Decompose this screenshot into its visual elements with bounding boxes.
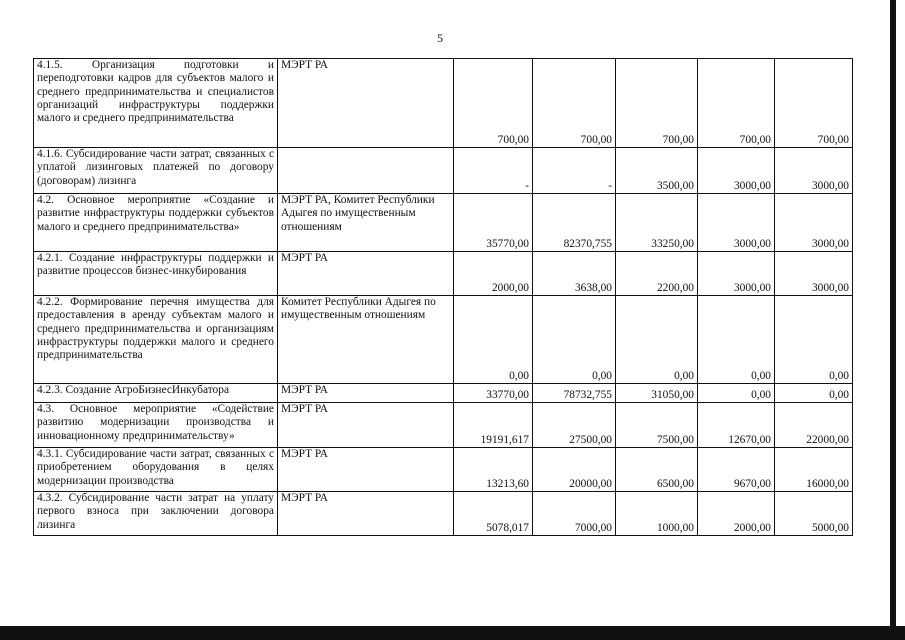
amount-cell: 9670,00 xyxy=(698,448,775,492)
measure-description: 4.2.2. Формирование перечня имущества для предоставления в аренду субъектам малого и среднего предпринимательства и организациям инфраструктуры поддержки малого и среднего предпринимательства xyxy=(34,296,278,384)
amount-cell: 31050,00 xyxy=(616,384,698,403)
table-row xyxy=(34,296,853,384)
amount-cell: 2000,00 xyxy=(698,492,775,536)
measure-description: 4.1.5. Организация подготовки и переподготовки кадров для субъектов малого и среднего предпринимательства и специалистов организаций инфраструктуры поддержки малого и среднего предпринимательства xyxy=(34,59,278,148)
amount-cell: 82370,755 xyxy=(533,194,616,252)
amount-cell: 0,00 xyxy=(616,296,698,384)
amount-cell: 700,00 xyxy=(533,59,616,148)
responsible-executor: МЭРТ РА xyxy=(278,252,454,296)
amount-cell: 0,00 xyxy=(698,296,775,384)
amount-cell: 33770,00 xyxy=(454,384,533,403)
amount-cell: 3000,00 xyxy=(698,148,775,194)
measure-description: 4.2. Основное мероприятие «Создание и развитие инфраструктуры поддержки субъектов малого и среднего предпринимательства» xyxy=(34,194,278,252)
amount-cell: 5078,017 xyxy=(454,492,533,536)
amount-cell: 2200,00 xyxy=(616,252,698,296)
amount-cell: 0,00 xyxy=(698,384,775,403)
table-row xyxy=(34,492,853,536)
amount-cell: 12670,00 xyxy=(698,403,775,448)
amount-cell: 3500,00 xyxy=(616,148,698,194)
amount-cell: 700,00 xyxy=(616,59,698,148)
amount-cell: 27500,00 xyxy=(533,403,616,448)
measure-description: 4.3.2. Субсидирование части затрат на уплату первого взноса при заключении договора лизинга xyxy=(34,492,278,536)
page-number: 5 xyxy=(437,31,443,45)
amount-cell: 20000,00 xyxy=(533,448,616,492)
amount-cell: 3000,00 xyxy=(775,148,853,194)
amount-cell: 7000,00 xyxy=(533,492,616,536)
amount-cell: - xyxy=(454,148,533,194)
table-row xyxy=(34,252,853,296)
amount-cell: - xyxy=(533,148,616,194)
amount-cell: 0,00 xyxy=(775,296,853,384)
table-row xyxy=(34,448,853,492)
table-row xyxy=(34,148,853,194)
amount-cell: 0,00 xyxy=(775,384,853,403)
table-row xyxy=(34,384,853,403)
responsible-executor: МЭРТ РА xyxy=(278,384,454,403)
table-row xyxy=(34,403,853,448)
scan-edge-right xyxy=(890,0,896,632)
measure-description: 4.3.1. Субсидирование части затрат, связанных с приобретением оборудования в целях модернизации производства xyxy=(34,448,278,492)
responsible-executor: МЭРТ РА xyxy=(278,403,454,448)
amount-cell: 0,00 xyxy=(454,296,533,384)
amount-cell: 3000,00 xyxy=(775,194,853,252)
amount-cell: 700,00 xyxy=(454,59,533,148)
amount-cell: 16000,00 xyxy=(775,448,853,492)
scan-edge-bottom xyxy=(0,626,905,640)
responsible-executor: МЭРТ РА xyxy=(278,59,454,148)
amount-cell: 700,00 xyxy=(775,59,853,148)
amount-cell: 2000,00 xyxy=(454,252,533,296)
measure-description: 4.2.3. Создание АгроБизнесИнкубатора xyxy=(34,384,278,403)
responsible-executor: МЭРТ РА xyxy=(278,448,454,492)
amount-cell: 7500,00 xyxy=(616,403,698,448)
measure-description: 4.2.1. Создание инфраструктуры поддержки и развитие процессов бизнес-инкубирования xyxy=(34,252,278,296)
amount-cell: 3638,00 xyxy=(533,252,616,296)
amount-cell: 78732,755 xyxy=(533,384,616,403)
measure-description: 4.3. Основное мероприятие «Содействие развитию модернизации производства и инновационному предпринимательству» xyxy=(34,403,278,448)
amount-cell: 6500,00 xyxy=(616,448,698,492)
amount-cell: 1000,00 xyxy=(616,492,698,536)
amount-cell: 19191,617 xyxy=(454,403,533,448)
table-row xyxy=(34,194,853,252)
measure-description: 4.1.6. Субсидирование части затрат, связанных с уплатой лизинговых платежей по договору (договорам) лизинга xyxy=(34,148,278,194)
amount-cell: 33250,00 xyxy=(616,194,698,252)
budget-table xyxy=(33,58,853,536)
amount-cell: 0,00 xyxy=(533,296,616,384)
amount-cell: 13213,60 xyxy=(454,448,533,492)
responsible-executor: МЭРТ РА xyxy=(278,492,454,536)
amount-cell: 5000,00 xyxy=(775,492,853,536)
table-row xyxy=(34,59,853,148)
responsible-executor: МЭРТ РА, Комитет Республики Адыгея по имущественным отношениям xyxy=(278,194,454,252)
amount-cell: 3000,00 xyxy=(698,252,775,296)
amount-cell: 22000,00 xyxy=(775,403,853,448)
responsible-executor: Комитет Республики Адыгея по имущественным отношениям xyxy=(278,296,454,384)
amount-cell: 3000,00 xyxy=(775,252,853,296)
responsible-executor xyxy=(278,148,454,194)
amount-cell: 700,00 xyxy=(698,59,775,148)
amount-cell: 3000,00 xyxy=(698,194,775,252)
amount-cell: 35770,00 xyxy=(454,194,533,252)
